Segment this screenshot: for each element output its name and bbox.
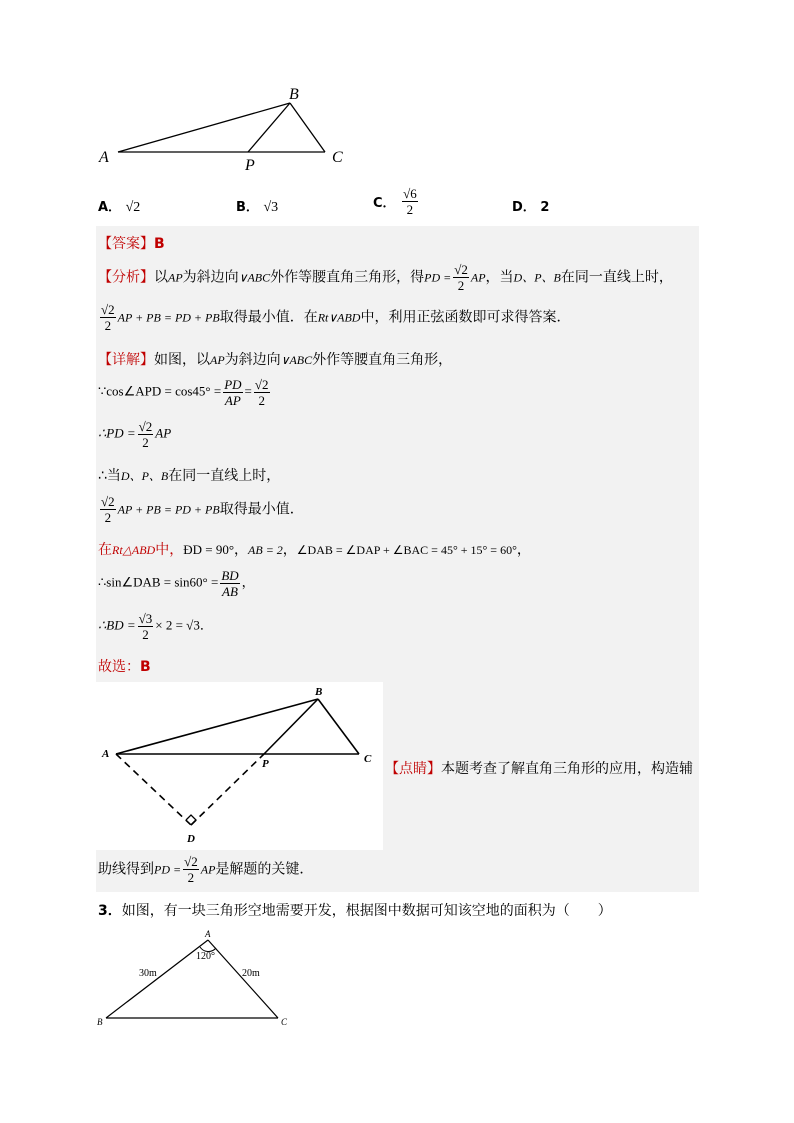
detail-text: ∴当 xyxy=(98,468,121,484)
segment-pb xyxy=(248,103,290,152)
side-ac-label: 20m xyxy=(242,968,260,979)
fraction-numerator: √2 xyxy=(454,262,468,277)
detail-math: ． xyxy=(199,617,213,633)
angle-label: 120° xyxy=(196,951,215,962)
option-d[interactable] xyxy=(512,196,549,215)
analysis-line-2 xyxy=(98,302,570,333)
option-d-key: D． xyxy=(512,200,536,215)
detail-text: 取得最小值． xyxy=(219,501,304,518)
detail-math: = xyxy=(244,383,252,399)
detail-line-8 xyxy=(98,611,213,642)
option-c[interactable] xyxy=(373,186,420,217)
detail-math: AB = 2 xyxy=(248,543,283,557)
detail-fraction xyxy=(100,494,116,525)
detail-text: ， xyxy=(282,542,297,558)
fraction-denominator: 2 xyxy=(104,318,112,333)
select-label: 故选： xyxy=(98,659,140,675)
segment-dp-dashed xyxy=(191,754,264,825)
analysis-text: 中，利用正弦函数即可求得答案． xyxy=(360,309,571,326)
comment-math: PD = xyxy=(154,862,182,877)
detail-math: ∵cos∠APD = cos45° = xyxy=(98,383,222,399)
label-a: A xyxy=(99,149,109,166)
detail-line-7 xyxy=(98,568,255,599)
label-p: P xyxy=(245,157,255,172)
detail-text: ， xyxy=(516,542,531,558)
fraction-numerator: √2 xyxy=(101,494,115,509)
label-b: B xyxy=(289,86,299,103)
fraction-numerator: BD xyxy=(221,568,239,583)
comment-text: 是解题的关键． xyxy=(215,861,314,878)
detail-line-3 xyxy=(98,419,171,450)
detail-line-2 xyxy=(98,377,272,408)
detail-fraction xyxy=(223,377,242,408)
detail-line-1 xyxy=(98,349,452,369)
analysis-math: AP xyxy=(168,270,183,285)
segment-ab xyxy=(116,699,318,754)
label-a: A xyxy=(205,929,211,939)
detail-math: × 2 = √3 xyxy=(155,617,200,633)
option-a[interactable] xyxy=(98,196,140,216)
analysis-text: 为斜边向 xyxy=(182,269,239,286)
fraction-denominator: 2 xyxy=(457,278,465,293)
option-b-key: B． xyxy=(236,200,259,215)
segment-ad-dashed xyxy=(116,754,191,825)
question-number: 3． xyxy=(98,903,122,919)
detail-math: ， xyxy=(241,574,255,590)
option-a-value: √2 xyxy=(125,200,141,215)
detail-math: AP xyxy=(210,353,225,367)
comment-line-2 xyxy=(98,854,313,885)
analysis-math: Rt∨ABD xyxy=(317,310,361,325)
answer-line xyxy=(98,233,165,253)
fraction-numerator: √2 xyxy=(254,377,269,392)
analysis-math: AP xyxy=(470,270,486,285)
label-c: C xyxy=(332,149,343,166)
option-c-denominator: 2 xyxy=(406,202,414,217)
analysis-math: D、P、B xyxy=(513,270,561,285)
fraction-denominator: 2 xyxy=(258,393,265,408)
fraction-denominator: 2 xyxy=(104,510,112,525)
detail-text: 中， xyxy=(155,542,184,558)
option-b[interactable] xyxy=(236,196,278,216)
analysis-fraction xyxy=(453,262,469,293)
fraction-numerator: √2 xyxy=(184,854,198,869)
detail-math: ∠DAB = ∠DAP + ∠BAC = 45° + 15° = 60° xyxy=(296,543,517,557)
comment-math: AP xyxy=(200,862,216,877)
detail-math: ÐD = 90° xyxy=(183,542,235,557)
fraction-numerator: √3 xyxy=(138,611,153,626)
analysis-text: 取得最小值．在 xyxy=(219,309,318,326)
detail-fraction xyxy=(138,419,154,450)
detail-line-6 xyxy=(98,539,531,559)
label-b: B xyxy=(97,1017,103,1027)
question-text: 如图，有一块三角形空地需要开发，根据图中数据可知该空地的面积为（ ） xyxy=(121,903,612,919)
label-d: D xyxy=(187,833,195,845)
analysis-text: 在同一直线上时， xyxy=(560,269,673,286)
comment-tag: 【点睛】 xyxy=(385,761,441,777)
fraction-denominator: 2 xyxy=(142,627,149,642)
analysis-text: ，当 xyxy=(485,269,514,286)
analysis-text: 外作等腰直角三角形，得 xyxy=(270,269,425,286)
detail-fraction xyxy=(254,377,270,408)
detail-math: ∴BD = xyxy=(98,617,136,633)
detail-math: ∴PD = xyxy=(98,425,136,441)
option-c-fraction xyxy=(402,186,418,217)
comment-line-1 xyxy=(385,758,693,778)
figure-triangle-abc-p xyxy=(95,82,355,172)
detail-math: AP + PB = PD + PB xyxy=(117,502,220,517)
detail-math: ∴sin∠DAB = sin60° = xyxy=(98,574,219,590)
fraction-numerator: √2 xyxy=(101,302,115,317)
detail-text: 在 xyxy=(98,542,112,558)
fraction-denominator: 2 xyxy=(142,435,149,450)
analysis-tag: 【分析】 xyxy=(98,269,154,286)
detail-text: 为斜边向 xyxy=(224,352,281,368)
analysis-line-1 xyxy=(98,262,673,293)
label-c: C xyxy=(281,1017,288,1027)
comment-text: 助线得到 xyxy=(98,861,154,878)
detail-text: 如图，以 xyxy=(154,352,210,368)
analysis-math: PD = xyxy=(424,270,452,285)
answer-value: B xyxy=(154,236,165,252)
question-3 xyxy=(98,900,612,920)
side-ab-label: 30m xyxy=(139,968,157,979)
right-angle-mark xyxy=(186,815,196,825)
analysis-math: ∨ABC xyxy=(238,270,271,285)
detail-text: 在同一直线上时， xyxy=(168,468,281,484)
detail-fraction xyxy=(220,568,239,599)
segment-pb xyxy=(264,699,318,754)
figure-triangle-field xyxy=(92,926,302,1031)
detail-math: Rt△ABD xyxy=(112,543,156,557)
segment-bc xyxy=(318,699,359,754)
option-c-numerator: √6 xyxy=(403,186,417,201)
fraction-denominator: AP xyxy=(224,393,241,408)
detail-tag: 【详解】 xyxy=(98,352,154,368)
detail-fraction xyxy=(138,611,154,642)
label-p: P xyxy=(262,758,269,770)
detail-text: 外作等腰直角三角形， xyxy=(312,352,453,368)
fraction-numerator: PD xyxy=(224,377,242,392)
detail-select-line xyxy=(98,656,151,676)
detail-line-4 xyxy=(98,465,280,485)
analysis-fraction xyxy=(100,302,116,333)
comment-text: 本题考查了解直角三角形的应用，构造辅 xyxy=(441,761,693,777)
fraction-numerator: √2 xyxy=(138,419,153,434)
comment-fraction xyxy=(183,854,199,885)
option-c-key: C． xyxy=(373,196,396,211)
detail-math: ∨ABC xyxy=(280,353,313,367)
option-d-value: 2 xyxy=(540,200,550,215)
fraction-denominator: 2 xyxy=(187,870,195,885)
option-a-key: A． xyxy=(98,200,122,215)
label-a: A xyxy=(102,748,110,760)
detail-math: AP xyxy=(155,425,172,441)
option-b-value: √3 xyxy=(263,200,279,215)
analysis-math: AP + PB = PD + PB xyxy=(117,310,220,325)
segment-bc xyxy=(290,103,325,152)
fraction-denominator: AB xyxy=(222,584,238,599)
segment-ac xyxy=(208,940,278,1018)
segment-ab xyxy=(106,940,208,1018)
detail-math: D、P、B xyxy=(120,469,169,483)
label-b: B xyxy=(315,686,323,698)
segment-ab xyxy=(118,103,290,152)
detail-text: ， xyxy=(234,542,249,558)
answer-tag: 【答案】 xyxy=(98,236,154,252)
detail-line-5 xyxy=(98,494,304,525)
select-value: B xyxy=(140,659,151,675)
label-c: C xyxy=(364,753,372,765)
figure-triangle-abc-p-d xyxy=(96,682,383,850)
analysis-text: 以 xyxy=(154,269,168,286)
